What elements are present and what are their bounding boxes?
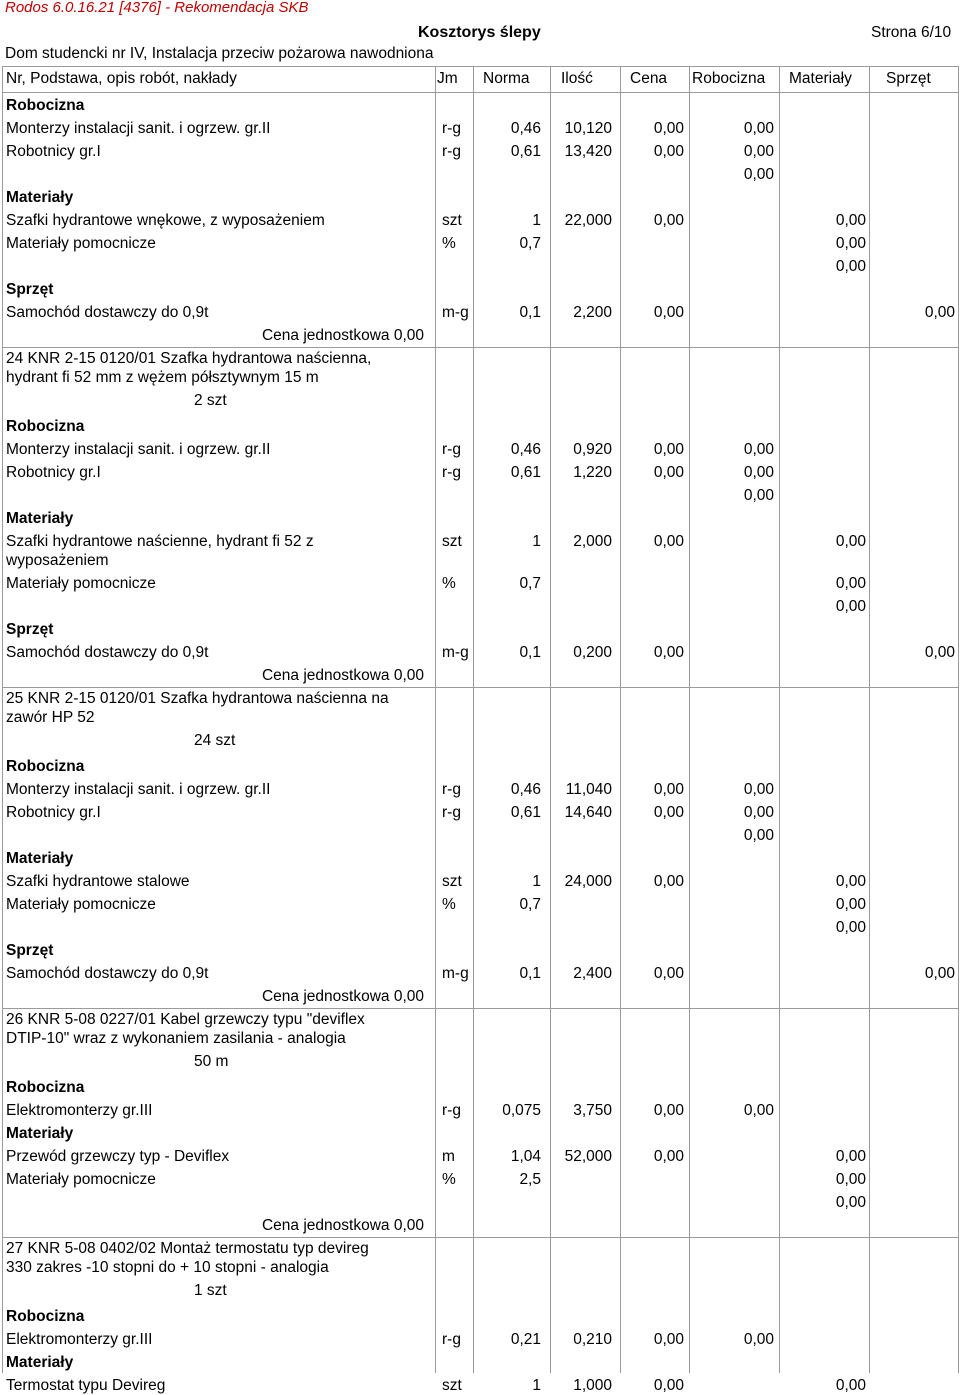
position-title: 24 KNR 2-15 0120/01 Szafka hydrantowa naścienna,: [6, 350, 372, 367]
unit-price: Cena jednostkowa 0,00: [261, 327, 424, 344]
item-description: Termostat typu Devireg: [6, 1377, 166, 1394]
position-title: 25 KNR 2-15 0120/01 Szafka hydrantowa naścienna na: [6, 690, 389, 707]
position-separator: [2, 1008, 958, 1009]
header-bottom-rule: [2, 92, 958, 93]
item-quantity: 24,000: [564, 873, 612, 890]
item-norma: 1: [532, 533, 541, 550]
position-title-cont: hydrant fi 52 mm z wężem półsztywnym 15 m: [6, 369, 319, 386]
page-number: Strona 6/10: [871, 24, 952, 41]
column-rule: [958, 1008, 959, 1237]
item-norma: 2,5: [519, 1171, 541, 1188]
item-quantity: 0,920: [573, 441, 612, 458]
item-quantity: 22,000: [564, 212, 612, 229]
material-subtotal: 0,00: [835, 1194, 866, 1211]
section-heading: Materiały: [6, 189, 74, 206]
item-description: Materiały pomocnicze: [6, 896, 156, 913]
section-heading: Sprzęt: [6, 621, 54, 638]
column-rule: [435, 1237, 436, 1373]
item-labor-value: 0,00: [743, 804, 774, 821]
item-price: 0,00: [653, 781, 684, 798]
item-quantity: 13,420: [564, 143, 612, 160]
item-norma: 0,61: [510, 143, 541, 160]
column-rule: [958, 687, 959, 1008]
item-unit: r-g: [442, 781, 461, 798]
item-quantity: 14,640: [564, 804, 612, 821]
item-material-value: 0,00: [835, 575, 866, 592]
item-material-value: 0,00: [835, 235, 866, 252]
position-title-cont: DTIP-10" wraz z wykonaniem zasilania - analogia: [6, 1030, 346, 1047]
item-price: 0,00: [653, 464, 684, 481]
column-rule: [550, 66, 551, 92]
unit-price: Cena jednostkowa 0,00: [261, 988, 424, 1005]
column-rule: [958, 347, 959, 687]
item-quantity: 0,200: [573, 644, 612, 661]
item-quantity: 2,000: [573, 533, 612, 550]
item-description: Robotnicy gr.I: [6, 464, 101, 481]
section-heading: Materiały: [6, 850, 74, 867]
header-top-rule: [2, 66, 958, 67]
section-heading: Robocizna: [6, 418, 85, 435]
project-name: Dom studencki nr IV, Instalacja przeciw pożarowa nawodniona: [5, 45, 434, 62]
item-quantity: 3,750: [573, 1102, 612, 1119]
item-price: 0,00: [653, 143, 684, 160]
item-price: 0,00: [653, 533, 684, 550]
item-equipment-value: 0,00: [924, 644, 955, 661]
item-norma: 0,075: [502, 1102, 541, 1119]
section-heading: Robocizna: [6, 97, 85, 114]
position-title-cont: 330 zakres -10 stopni do + 10 stopni - analogia: [6, 1259, 329, 1276]
item-description: Elektromonterzy gr.III: [6, 1102, 153, 1119]
item-description-cont: wyposażeniem: [6, 552, 109, 569]
section-heading: Materiały: [6, 510, 74, 527]
item-description: Materiały pomocnicze: [6, 1171, 156, 1188]
column-rule: [2, 1008, 3, 1237]
item-material-value: 0,00: [835, 1171, 866, 1188]
item-labor-value: 0,00: [743, 143, 774, 160]
item-price: 0,00: [653, 804, 684, 821]
column-rule: [779, 92, 780, 1373]
column-rule: [473, 92, 474, 1373]
section-heading: Sprzęt: [6, 942, 54, 959]
item-price: 0,00: [653, 1377, 684, 1394]
labor-subtotal: 0,00: [743, 487, 774, 504]
item-quantity: 1,000: [573, 1377, 612, 1394]
col-cena-header: Cena: [630, 70, 668, 87]
material-subtotal: 0,00: [835, 919, 866, 936]
item-quantity: 1,220: [573, 464, 612, 481]
material-subtotal: 0,00: [835, 598, 866, 615]
program-name: Rodos 6.0.16.21 [4376] - Rekomendacja SKB: [5, 0, 309, 16]
item-unit: szt: [442, 1377, 462, 1394]
column-rule: [2, 347, 3, 687]
column-rule: [2, 66, 3, 92]
column-rule: [435, 687, 436, 1008]
item-norma: 0,61: [510, 464, 541, 481]
item-quantity: 10,120: [564, 120, 612, 137]
col-sprzet-header: Sprzęt: [886, 70, 931, 87]
item-description: Materiały pomocnicze: [6, 575, 156, 592]
column-rule: [689, 66, 690, 92]
column-rule: [689, 92, 690, 1373]
item-description: Monterzy instalacji sanit. i ogrzew. gr.II: [6, 441, 271, 458]
item-unit: r-g: [442, 1102, 461, 1119]
item-description: Samochód dostawczy do 0,9t: [6, 304, 209, 321]
item-norma: 0,61: [510, 804, 541, 821]
col-ilosc-header: Ilość: [561, 70, 593, 87]
item-unit: r-g: [442, 143, 461, 160]
column-rule: [958, 92, 959, 347]
item-equipment-value: 0,00: [924, 304, 955, 321]
column-rule: [2, 687, 3, 1008]
item-description: Elektromonterzy gr.III: [6, 1331, 153, 1348]
item-norma: 1,04: [510, 1148, 541, 1165]
column-rule: [869, 92, 870, 1373]
column-rule: [958, 1237, 959, 1373]
col-norma-header: Norma: [483, 70, 530, 87]
unit-price: Cena jednostkowa 0,00: [261, 1217, 424, 1234]
item-price: 0,00: [653, 873, 684, 890]
item-unit: m-g: [442, 304, 469, 321]
position-quantity: 24 szt: [194, 732, 236, 749]
item-unit: r-g: [442, 1331, 461, 1348]
item-material-value: 0,00: [835, 873, 866, 890]
item-quantity: 2,400: [573, 965, 612, 982]
item-labor-value: 0,00: [743, 441, 774, 458]
item-unit: m-g: [442, 965, 469, 982]
item-quantity: 11,040: [565, 781, 612, 798]
item-norma: 1: [532, 873, 541, 890]
column-rule: [473, 66, 474, 92]
item-norma: 0,1: [519, 644, 541, 661]
section-heading: Robocizna: [6, 1308, 85, 1325]
labor-subtotal: 0,00: [743, 166, 774, 183]
item-labor-value: 0,00: [743, 781, 774, 798]
item-unit: szt: [442, 533, 462, 550]
item-unit: szt: [442, 212, 462, 229]
column-rule: [2, 1237, 3, 1373]
position-title: 27 KNR 5-08 0402/02 Montaż termostatu typ devireg: [6, 1240, 369, 1257]
column-rule: [869, 66, 870, 92]
item-quantity: 0,210: [573, 1331, 612, 1348]
col-jm-header: Jm: [437, 70, 458, 87]
item-price: 0,00: [653, 212, 684, 229]
unit-price: Cena jednostkowa 0,00: [261, 667, 424, 684]
section-heading: Materiały: [6, 1125, 74, 1142]
item-norma: 0,46: [510, 120, 541, 137]
item-norma: 0,1: [519, 965, 541, 982]
item-unit: %: [442, 896, 456, 913]
item-material-value: 0,00: [835, 896, 866, 913]
item-unit: %: [442, 575, 456, 592]
position-quantity: 1 szt: [194, 1282, 227, 1299]
item-description: Robotnicy gr.I: [6, 143, 101, 160]
item-description: Samochód dostawczy do 0,9t: [6, 965, 209, 982]
item-material-value: 0,00: [835, 1148, 866, 1165]
item-unit: r-g: [442, 464, 461, 481]
item-description: Szafki hydrantowe stalowe: [6, 873, 190, 890]
item-description: Monterzy instalacji sanit. i ogrzew. gr.II: [6, 781, 271, 798]
item-norma: 0,21: [510, 1331, 541, 1348]
item-norma: 0,46: [510, 441, 541, 458]
item-material-value: 0,00: [835, 212, 866, 229]
item-price: 0,00: [653, 1148, 684, 1165]
position-title-cont: zawór HP 52: [6, 709, 95, 726]
item-material-value: 0,00: [835, 1377, 866, 1394]
column-rule: [435, 1008, 436, 1237]
section-heading: Sprzęt: [6, 281, 54, 298]
item-norma: 0,46: [510, 781, 541, 798]
item-equipment-value: 0,00: [924, 965, 955, 982]
column-rule: [550, 92, 551, 1373]
item-description: Robotnicy gr.I: [6, 804, 101, 821]
column-rule: [958, 66, 959, 92]
item-norma: 1: [532, 1377, 541, 1394]
position-quantity: 2 szt: [194, 392, 227, 409]
item-labor-value: 0,00: [743, 1331, 774, 1348]
column-rule: [435, 66, 436, 92]
column-rule: [2, 92, 3, 347]
position-separator: [2, 687, 958, 688]
item-description: Samochód dostawczy do 0,9t: [6, 644, 209, 661]
item-norma: 0,7: [519, 896, 541, 913]
document-title: Kosztorys ślepy: [418, 24, 541, 41]
section-heading: Robocizna: [6, 1079, 85, 1096]
item-description: Szafki hydrantowe naścienne, hydrant fi 52 z: [6, 533, 314, 550]
item-material-value: 0,00: [835, 533, 866, 550]
position-quantity: 50 m: [194, 1053, 229, 1070]
col-opis-header: Nr, Podstawa, opis robót, nakłady: [6, 70, 237, 87]
item-quantity: 2,200: [573, 304, 612, 321]
item-price: 0,00: [653, 1331, 684, 1348]
item-norma: 0,7: [519, 235, 541, 252]
item-price: 0,00: [653, 644, 684, 661]
item-unit: r-g: [442, 804, 461, 821]
section-heading: Materiały: [6, 1354, 74, 1371]
column-rule: [435, 92, 436, 347]
item-description: Monterzy instalacji sanit. i ogrzew. gr.II: [6, 120, 271, 137]
item-labor-value: 0,00: [743, 464, 774, 481]
item-unit: szt: [442, 873, 462, 890]
column-rule: [435, 347, 436, 687]
labor-subtotal: 0,00: [743, 827, 774, 844]
item-price: 0,00: [653, 441, 684, 458]
item-norma: 1: [532, 212, 541, 229]
item-unit: m-g: [442, 644, 469, 661]
position-separator: [2, 1237, 958, 1238]
item-description: Przewód grzewczy typ - Deviflex: [6, 1148, 230, 1165]
item-price: 0,00: [653, 1102, 684, 1119]
col-robocizna-header: Robocizna: [692, 70, 766, 87]
item-quantity: 52,000: [564, 1148, 612, 1165]
item-price: 0,00: [653, 965, 684, 982]
item-description: Materiały pomocnicze: [6, 235, 156, 252]
column-rule: [620, 66, 621, 92]
column-rule: [779, 66, 780, 92]
col-materialy-header: Materiały: [789, 70, 852, 87]
item-unit: r-g: [442, 120, 461, 137]
item-norma: 0,7: [519, 575, 541, 592]
item-unit: %: [442, 235, 456, 252]
item-unit: r-g: [442, 441, 461, 458]
item-description: Szafki hydrantowe wnękowe, z wyposażeniem: [6, 212, 325, 229]
item-unit: m: [442, 1148, 455, 1165]
item-price: 0,00: [653, 120, 684, 137]
item-labor-value: 0,00: [743, 120, 774, 137]
item-unit: %: [442, 1171, 456, 1188]
item-price: 0,00: [653, 304, 684, 321]
item-norma: 0,1: [519, 304, 541, 321]
column-rule: [620, 92, 621, 1373]
item-labor-value: 0,00: [743, 1102, 774, 1119]
material-subtotal: 0,00: [835, 258, 866, 275]
section-heading: Robocizna: [6, 758, 85, 775]
position-separator: [2, 347, 958, 348]
position-title: 26 KNR 5-08 0227/01 Kabel grzewczy typu "deviflex: [6, 1011, 365, 1028]
